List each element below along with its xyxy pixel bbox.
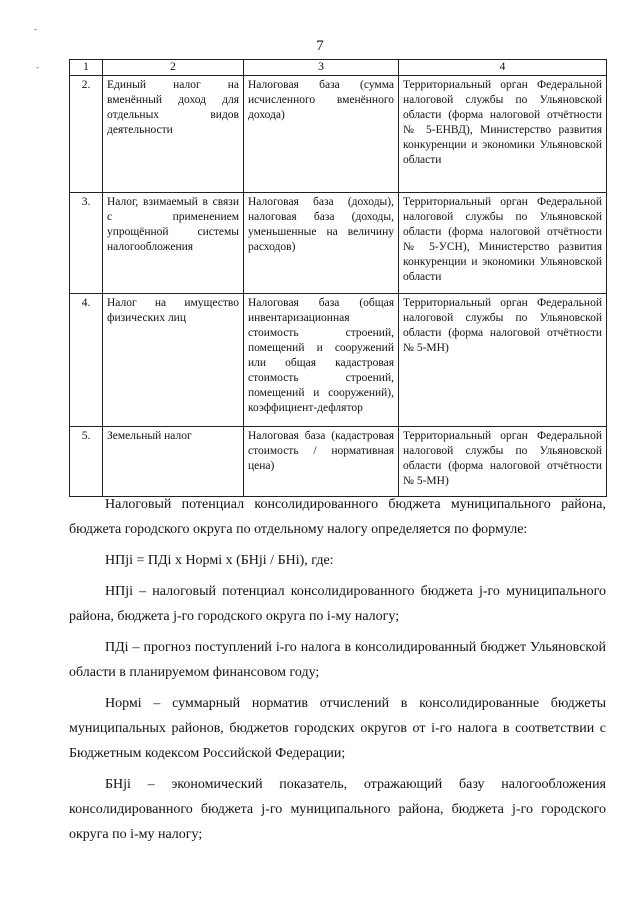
header-col-3: 3 (244, 60, 399, 76)
tax-base-cell: Налоговая база (общая инвентаризационная стоимость строений, помещений и сооружений или общая кадастровая стоимость строений, помещений и сооружений), коэффициент-дефлятор (244, 294, 399, 427)
tax-base-cell: Налоговая база (доходы), налоговая база (доходы, уменьшенные на величину расходов) (244, 193, 399, 294)
table-header-row (70, 60, 607, 76)
header-col-2: 2 (103, 60, 244, 76)
scan-artifact-mark: - (34, 24, 37, 34)
tax-base-cell: Налоговая база (кадастровая стоимость / нормативная цена) (244, 427, 399, 497)
tax-base-cell: Налоговая база (сумма исчисленного вменённого дохода) (244, 76, 399, 193)
definition-npji: НПji – налоговый потенциал консолидированного бюджета j-го муниципального района, бюджета j-го городского округа по i-му налогу; (69, 584, 606, 624)
scan-artifact-mark: - (36, 62, 39, 72)
table-row (70, 294, 607, 427)
tax-name-cell: Налог на имущество физических лиц (103, 294, 244, 427)
header-col-1: 1 (70, 60, 103, 76)
row-number: 2. (70, 76, 103, 193)
header-col-4: 4 (399, 60, 607, 76)
table-row (70, 427, 607, 497)
page-number: 7 (316, 38, 324, 54)
definition-normi: Нормi – суммарный норматив отчислений в консолидированные бюджеты муниципальных районов, бюджетов городских округов от i-го налога в соответствии с Бюджетным кодексом Российской Федерации; (69, 696, 606, 761)
data-source-cell: Территориальный орган Федеральной налоговой службы по Ульяновской области (форма налоговой отчётности № 5-ЕНВД), Министерство развития конкуренции и экономики Ульяновской области (399, 76, 607, 193)
data-source-cell: Территориальный орган Федеральной налоговой службы по Ульяновской области (форма налоговой отчётности № 5-МН) (399, 294, 607, 427)
definition-pdi: ПДi – прогноз поступлений i-го налога в консолидированный бюджет Ульяновской области в планируемом финансовом году; (69, 640, 606, 680)
data-source-cell: Территориальный орган Федеральной налоговой службы по Ульяновской области (форма налоговой отчётности № 5-МН) (399, 427, 607, 497)
row-number: 3. (70, 193, 103, 294)
formula-line: НПji = ПДi x Нормi x (БНji / БНi), где: (105, 553, 334, 568)
row-number: 5. (70, 427, 103, 497)
tax-name-cell: Единый налог на вменённый доход для отдельных видов деятельности (103, 76, 244, 193)
paragraph-intro: Налоговый потенциал консолидированного бюджета муниципального района, бюджета городского округа по отдельному налогу определяется по формуле: (69, 497, 606, 537)
table-row (70, 76, 607, 193)
table-row (70, 193, 607, 294)
definition-bnji: БНji – экономический показатель, отражающий базу налогообложения консолидированного бюджета j-го муниципального района, бюджета j-го городского округа по i-му налогу; (69, 777, 606, 842)
body-text (69, 492, 606, 853)
row-number: 4. (70, 294, 103, 427)
data-source-cell: Территориальный орган Федеральной налоговой службы по Ульяновской области (форма налоговой отчётности № 5-УСН), Министерство развития конкуренции и экономики Ульяновской области (399, 193, 607, 294)
tax-name-cell: Налог, взимаемый в связи с применением упрощённой системы налогообложения (103, 193, 244, 294)
tax-name-cell: Земельный налог (103, 427, 244, 497)
tax-sources-table (69, 59, 607, 497)
